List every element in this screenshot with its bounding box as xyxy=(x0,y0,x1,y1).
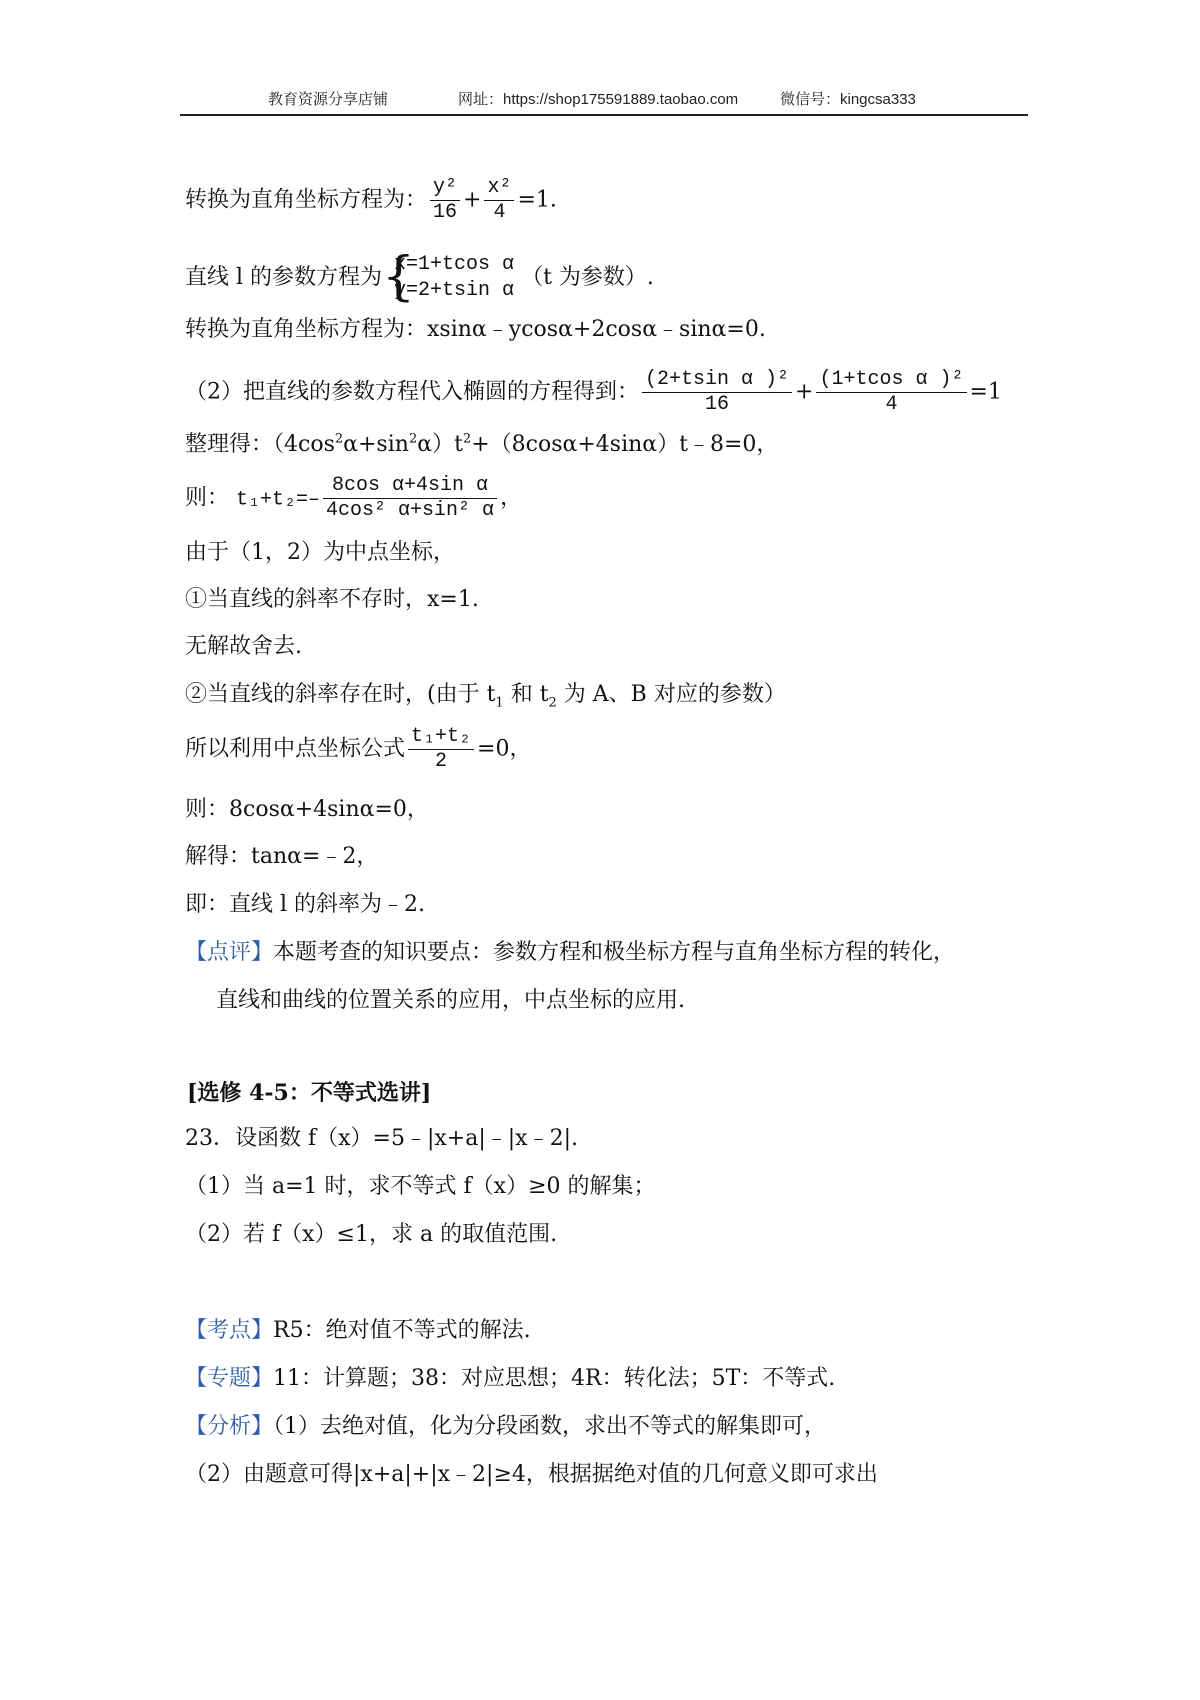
fraction-midpoint xyxy=(408,725,474,774)
text: α）t xyxy=(417,432,463,457)
solution-line-12: 则：8cosα+4sinα=0， xyxy=(185,797,429,822)
text: 转换为直角坐标方程为： xyxy=(185,187,428,213)
fraction-sin-16 xyxy=(642,368,792,417)
kaodian-tag: 【考点】 xyxy=(185,1318,274,1343)
solution-line-7: 由于（1，2）为中点坐标， xyxy=(185,540,455,565)
superscript: 2 xyxy=(408,431,418,447)
equation-row: x=1+tcos α xyxy=(394,253,515,276)
numerator: y² xyxy=(430,176,460,201)
fraction-y2-16 xyxy=(430,176,460,225)
fraction-t-sum xyxy=(323,474,497,523)
plus-sign: + xyxy=(795,379,814,405)
subscript: 1 xyxy=(495,695,504,711)
text: R5：绝对值不等式的解法. xyxy=(273,1318,531,1343)
solution-line-3: 转换为直角坐标方程为：xsinα﹣ycosα+2cosα﹣sinα=0. xyxy=(185,317,766,342)
solution-line-11 xyxy=(185,725,531,774)
solution-line-14: 即：直线 l 的斜率为﹣2. xyxy=(185,892,426,917)
solution-line-1 xyxy=(185,176,557,225)
text: +（8cosα+4sinα）t﹣8=0， xyxy=(471,432,779,457)
superscript: 2 xyxy=(334,431,344,447)
comment-tag: 【点评】 xyxy=(185,940,274,965)
solution-line-5 xyxy=(185,430,778,460)
denominator: 16 xyxy=(433,201,458,224)
subscript: 2 xyxy=(548,695,557,711)
denominator: 16 xyxy=(705,393,730,416)
formula-lhs: t₁+t₂=– xyxy=(236,488,321,512)
text: ②当直线的斜率存在时，(由于 t xyxy=(185,682,496,707)
text: 直线 l 的参数方程为 xyxy=(185,265,383,290)
solution-line-6 xyxy=(185,474,522,523)
denominator: 2 xyxy=(435,750,448,773)
solution-line-4 xyxy=(185,368,1002,417)
solution-line-10 xyxy=(185,680,786,710)
header-url: 网址：https://shop175591889.taobao.com xyxy=(458,91,739,108)
page-header xyxy=(180,86,1028,116)
text: =0， xyxy=(477,736,532,762)
header-wechat: 微信号：kingcsa333 xyxy=(780,91,916,108)
fraction-x2-4 xyxy=(484,176,514,225)
equation-row: y=2+tsin α xyxy=(394,279,515,302)
numerator: 8cos α+4sin α xyxy=(323,474,497,499)
header-shop: 教育资源分享店铺 xyxy=(268,91,389,108)
text: 和 t xyxy=(503,682,549,707)
text: 所以利用中点坐标公式 xyxy=(185,736,406,762)
numerator: (1+tcos α )² xyxy=(816,368,966,393)
solution-line-2 xyxy=(185,247,654,307)
text: 整理得：（4cos xyxy=(185,432,335,457)
comment-line-2: 直线和曲线的位置关系的应用，中点坐标的应用. xyxy=(216,988,685,1013)
text: 则： xyxy=(185,485,230,511)
fenxi-line-2: （2）由题意可得|x+a|+|x﹣2|≥4，根据据绝对值的几何意义即可求出 xyxy=(185,1462,878,1487)
denominator: 4 xyxy=(493,201,506,224)
question-23-part-1: （1）当 a=1 时，求不等式 f（x）≥0 的解集； xyxy=(185,1174,656,1199)
text: （2）把直线的参数方程代入椭圆的方程得到： xyxy=(185,379,639,405)
solution-line-8: ①当直线的斜率不存时，x=1. xyxy=(185,587,479,612)
fraction-cos-4 xyxy=(816,368,966,417)
zhuanti-tag: 【专题】 xyxy=(185,1366,274,1391)
text: α+sin xyxy=(343,432,409,457)
zhuanti-line xyxy=(185,1364,835,1394)
text: =1 xyxy=(969,379,1002,405)
numerator: (2+tsin α )² xyxy=(642,368,792,393)
brace-icon: { xyxy=(382,247,416,307)
superscript: 2 xyxy=(462,431,472,447)
solution-line-9: 无解故舍去. xyxy=(185,634,302,659)
fenxi-line-1 xyxy=(185,1412,826,1442)
numerator: t₁+t₂ xyxy=(408,725,474,750)
question-23: 23．设函数 f（x）=5﹣|x+a|﹣|x﹣2|. xyxy=(185,1126,578,1151)
text: ， xyxy=(500,485,523,511)
denominator: 4cos² α+sin² α xyxy=(326,499,495,522)
question-23-part-2: （2）若 f（x）≤1，求 a 的取值范围. xyxy=(185,1222,558,1247)
kaodian-line xyxy=(185,1316,531,1346)
numerator: x² xyxy=(484,176,514,201)
text: =1. xyxy=(517,187,557,213)
plus-sign: + xyxy=(463,187,482,213)
denominator: 4 xyxy=(885,393,898,416)
comment-line-1 xyxy=(185,938,955,968)
text: 本题考查的知识要点：参数方程和极坐标方程与直角坐标方程的转化， xyxy=(273,940,956,965)
text: 11：计算题；38：对应思想；4R：转化法；5T：不等式. xyxy=(273,1366,836,1391)
solution-line-13: 解得：tanα=﹣2， xyxy=(185,844,379,869)
text: （t 为参数）. xyxy=(521,265,654,290)
text: 为 A、B 对应的参数） xyxy=(556,682,786,707)
section-title: [选修 4-5：不等式选讲] xyxy=(187,1080,432,1106)
fenxi-tag: 【分析】 xyxy=(185,1414,274,1439)
text: （1）去绝对值，化为分段函数，求出不等式的解集即可， xyxy=(273,1414,827,1439)
equation-system xyxy=(382,247,515,307)
